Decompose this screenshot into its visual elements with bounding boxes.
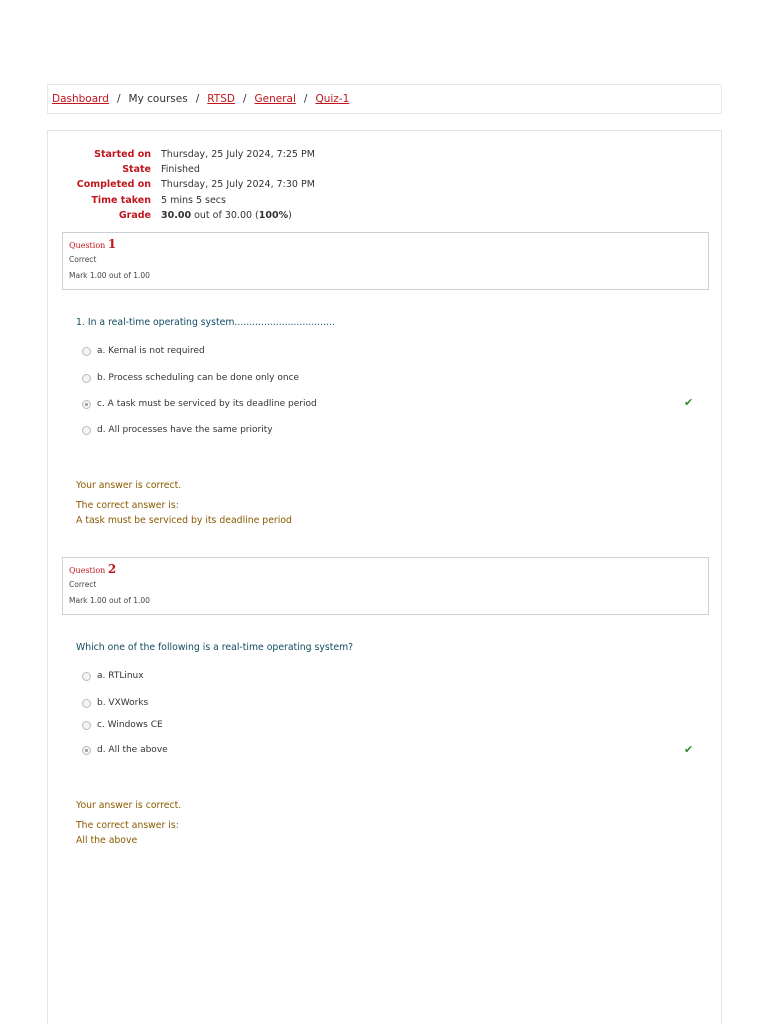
question-2-info (62, 557, 709, 615)
breadcrumb (47, 84, 722, 114)
breadcrumb-separator: / (242, 93, 247, 105)
correct-answer-label: The correct answer is: (76, 500, 179, 511)
radio-button-selected[interactable] (82, 746, 91, 755)
question-mark: Mark 1.00 out of 1.00 (69, 271, 150, 280)
checkmark-icon: ✔ (684, 743, 694, 756)
question-1-option-a[interactable] (82, 346, 205, 356)
option-label: d. All processes have the same priority (97, 425, 273, 435)
correct-answer-label: The correct answer is: (76, 820, 179, 831)
question-number-value: 2 (107, 562, 117, 576)
option-label: d. All the above (97, 745, 168, 755)
question-number (69, 562, 702, 576)
option-label: a. Kernal is not required (97, 346, 205, 356)
summary-row-state (48, 162, 723, 177)
question-1-feedback (76, 478, 292, 528)
summary-row-time-taken (48, 193, 723, 208)
summary-label: Completed on (76, 179, 151, 191)
breadcrumb-dashboard-link[interactable]: Dashboard (52, 93, 109, 105)
question-2-text: Which one of the following is a real-time operating system? (76, 642, 354, 653)
option-label: c. Windows CE (97, 720, 163, 730)
question-word: Question (69, 566, 106, 575)
question-2-option-a[interactable] (82, 671, 144, 681)
question-1-option-c[interactable] (82, 399, 317, 409)
feedback-text: Your answer is correct. (76, 480, 182, 491)
summary-row-grade (48, 208, 723, 223)
summary-label: Time taken (91, 194, 151, 206)
radio-button-selected[interactable] (82, 400, 91, 409)
question-word: Question (69, 241, 106, 250)
summary-row-completed (48, 177, 723, 192)
summary-label: State (122, 164, 151, 176)
breadcrumb-separator: / (195, 93, 200, 105)
feedback-text: Your answer is correct. (76, 800, 182, 811)
question-2-option-b[interactable] (82, 698, 148, 708)
breadcrumb-separator: / (303, 93, 308, 105)
question-1-option-b[interactable] (82, 373, 299, 383)
grade-percent: 100% (258, 209, 289, 221)
question-number-value: 1 (107, 237, 117, 251)
quiz-review-panel (47, 130, 722, 1024)
option-label: b. Process scheduling can be done only once (97, 373, 300, 383)
question-2-feedback (76, 798, 181, 848)
summary-label: Grade (118, 209, 151, 221)
radio-button[interactable] (82, 426, 91, 435)
breadcrumb-section-link[interactable]: General (254, 93, 296, 105)
summary-value: 5 mins 5 secs (161, 194, 226, 206)
summary-value: Finished (161, 164, 200, 176)
option-label: b. VXWorks (97, 698, 149, 708)
question-mark: Mark 1.00 out of 1.00 (69, 596, 150, 605)
radio-button[interactable] (82, 374, 91, 383)
radio-button[interactable] (82, 347, 91, 356)
grade-total: out of 30.00 ( (191, 209, 259, 221)
grade-value (161, 210, 292, 221)
summary-value: Thursday, 25 July 2024, 7:25 PM (161, 149, 315, 161)
attempt-summary (48, 147, 723, 223)
grade-score: 30.00 (161, 209, 192, 221)
question-status: Correct (69, 255, 97, 264)
question-1-option-d[interactable] (82, 425, 273, 435)
breadcrumb-my-courses: My courses (128, 93, 188, 105)
breadcrumb-course-link[interactable]: RTSD (207, 93, 235, 105)
radio-button[interactable] (82, 672, 91, 681)
correct-answer-text: All the above (76, 835, 138, 846)
question-1-text: 1. In a real-time operating system.................................. (76, 317, 335, 328)
summary-row-started (48, 147, 723, 162)
radio-button[interactable] (82, 721, 91, 730)
option-label: c. A task must be serviced by its deadline period (97, 399, 317, 409)
question-2-option-d[interactable] (82, 745, 168, 755)
breadcrumb-quiz-link[interactable]: Quiz-1 (315, 93, 350, 105)
question-status: Correct (69, 580, 97, 589)
question-1-info (62, 232, 709, 290)
summary-value: Thursday, 25 July 2024, 7:30 PM (161, 179, 315, 191)
grade-close: ) (288, 209, 292, 221)
question-number (69, 237, 702, 251)
breadcrumb-separator: / (116, 93, 121, 105)
checkmark-icon: ✔ (684, 396, 694, 409)
correct-answer-text: A task must be serviced by its deadline period (76, 515, 292, 526)
option-label: a. RTLinux (97, 671, 144, 681)
radio-button[interactable] (82, 699, 91, 708)
summary-label: Started on (94, 149, 151, 161)
question-2-option-c[interactable] (82, 720, 163, 730)
